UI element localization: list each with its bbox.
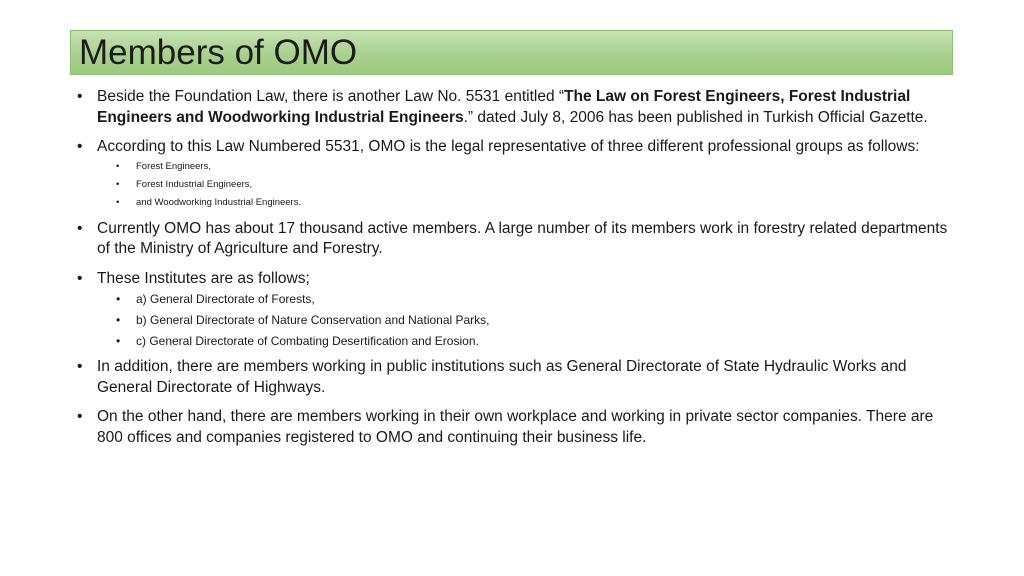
bullet-text: Currently OMO has about 17 thousand active members. A large number of its members work in forestry related departments of the Ministry of Agriculture and Forestry.: [97, 219, 948, 257]
bullet-text: Beside the Foundation Law, there is another Law No. 5531 entitled “: [97, 88, 565, 105]
bullet-private-sector: [77, 407, 957, 448]
bullet-icon: •: [116, 334, 121, 348]
sub-bullet: • Forest Industrial Engineers,: [77, 176, 957, 194]
bullet-foundation-law: [77, 87, 957, 128]
bullet-text: In addition, there are members working in public institutions such as General Directorate of State Hydraulic Works and General Directorate of Highways.: [97, 358, 907, 396]
title-bar: [70, 30, 953, 75]
sub-bullet: • Forest Engineers,: [77, 158, 957, 176]
bullet-icon: •: [77, 219, 83, 237]
bullet-icon: •: [116, 313, 121, 327]
bullet-icon: •: [116, 160, 120, 172]
bullet-icon: •: [116, 178, 120, 190]
bullet-icon: •: [116, 196, 120, 208]
sub-bullet: • c) General Directorate of Combating Desertification and Erosion.: [77, 331, 957, 352]
bullet-icon: •: [77, 138, 83, 155]
bullet-active-members: [77, 219, 957, 260]
bullet-text: These Institutes are as follows;: [97, 269, 310, 287]
bullet-icon: •: [77, 358, 83, 375]
slide-title: Members of OMO: [79, 33, 358, 72]
slide-content: [77, 87, 957, 448]
bullet-text: On the other hand, there are members working in their own workplace and working in private sector companies. There are 800 offices and companies registered to OMO and continuing their business life.: [97, 408, 934, 446]
sub-bullet: • b) General Directorate of Nature Conservation and National Parks,: [77, 310, 957, 331]
bullet-institutes: [77, 269, 957, 290]
bullet-icon: •: [77, 269, 83, 287]
sub-bullet: • a) General Directorate of Forests,: [77, 289, 957, 310]
bullet-public-institutions: [77, 357, 957, 398]
sub-bullet: • and Woodworking Industrial Engineers.: [77, 194, 957, 212]
bullet-icon: •: [116, 292, 121, 306]
bullet-icon: •: [77, 408, 83, 425]
bullet-icon: •: [77, 88, 83, 105]
law-title: The Law on Forest Engineers, Forest Industrial Engineers and Woodworking Industrial Engineers: [97, 88, 911, 126]
bullet-legal-representative: [77, 137, 957, 158]
bullet-text: According to this Law Numbered 5531, OMO is the legal representative of three different professional groups as follows:: [97, 138, 920, 155]
bullet-text: .” dated July 8, 2006 has been published in Turkish Official Gazette.: [463, 108, 928, 126]
